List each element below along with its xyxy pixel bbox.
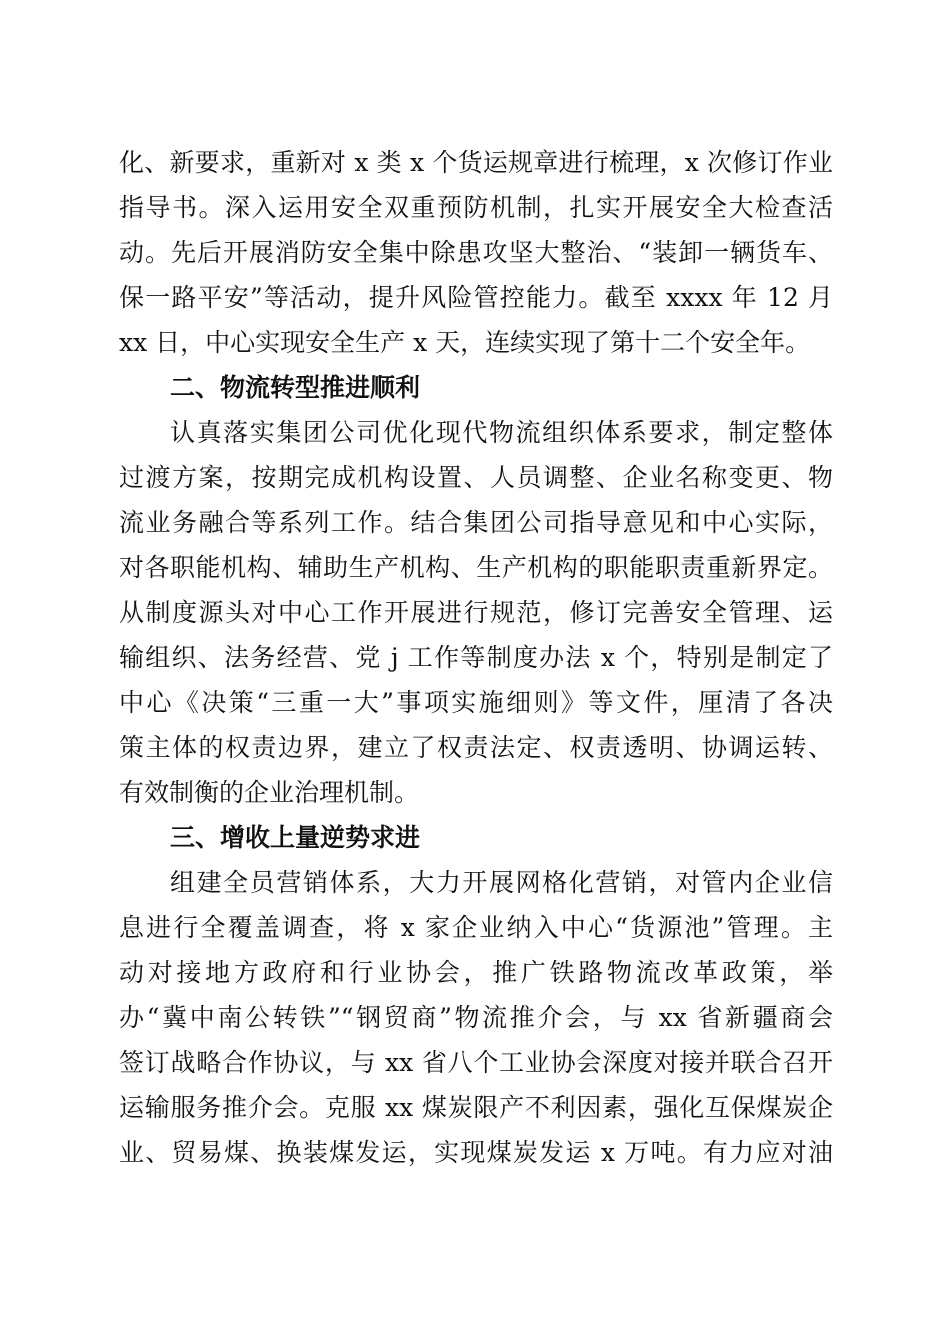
paragraph-2-line-9: 有效制衡的企业治理机制。 xyxy=(119,778,420,807)
paragraph-2-line-6: 输组织、法务经营、党 j 工作等制度办法 x 个，特别是制定了 xyxy=(119,643,833,672)
paragraph-3-line-6: 运输服务推介会。克服 xx 煤炭限产不利因素，强化互保煤炭企 xyxy=(119,1093,833,1122)
paragraph-1-line-3: 动。先后开展消防安全集中除患攻坚大整治、“装卸一辆货车、 xyxy=(119,238,833,267)
paragraph-3-line-4: 办“冀中南公转铁”“钢贸商”物流推介会，与 xx 省新疆商会 xyxy=(119,1003,833,1032)
paragraph-1-line-5: xx 日，中心实现安全生产 x 天，连续实现了第十二个安全年。 xyxy=(119,328,811,357)
paragraph-2-line-1: 认真落实集团公司优化现代物流组织体系要求，制定整体 xyxy=(170,418,833,447)
paragraph-3-line-7: 业、贸易煤、换装煤发运，实现煤炭发运 x 万吨。有力应对油 xyxy=(119,1138,833,1167)
section-heading-3: 三、增收上量逆势求进 xyxy=(170,823,421,852)
paragraph-3-line-1: 组建全员营销体系，大力开展网格化营销，对管内企业信 xyxy=(170,868,833,897)
paragraph-3-line-2: 息进行全覆盖调查，将 x 家企业纳入中心“货源池”管理。主 xyxy=(119,913,833,942)
paragraph-2-line-8: 策主体的权责边界，建立了权责法定、权责透明、协调运转、 xyxy=(119,733,833,762)
paragraph-3-line-5: 签订战略合作协议，与 xx 省八个工业协会深度对接并联合召开 xyxy=(119,1048,833,1077)
paragraph-2-line-4: 对各职能机构、辅助生产机构、生产机构的职能职责重新界定。 xyxy=(119,553,833,582)
paragraph-1-line-2: 指导书。深入运用安全双重预防机制，扎实开展安全大检查活 xyxy=(119,193,833,222)
section-heading-2: 二、物流转型推进顺利 xyxy=(170,373,421,402)
paragraph-2-line-2: 过渡方案，按期完成机构设置、人员调整、企业名称变更、物 xyxy=(119,463,833,492)
paragraph-1-line-4: 保一路平安”等活动，提升风险管控能力。截至 xxxx 年 12 月 xyxy=(119,283,833,312)
paragraph-3-line-3: 动对接地方政府和行业协会，推广铁路物流改革政策，举 xyxy=(119,958,833,987)
paragraph-2-line-3: 流业务融合等系列工作。结合集团公司指导意见和中心实际， xyxy=(119,508,833,537)
paragraph-1-line-1: 化、新要求，重新对 x 类 x 个货运规章进行梳理，x 次修订作业 xyxy=(119,148,833,177)
paragraph-2-line-7: 中心《决策“三重一大”事项实施细则》等文件，厘清了各决 xyxy=(119,688,833,717)
paragraph-2-line-5: 从制度源头对中心工作开展进行规范，修订完善安全管理、运 xyxy=(119,598,833,627)
